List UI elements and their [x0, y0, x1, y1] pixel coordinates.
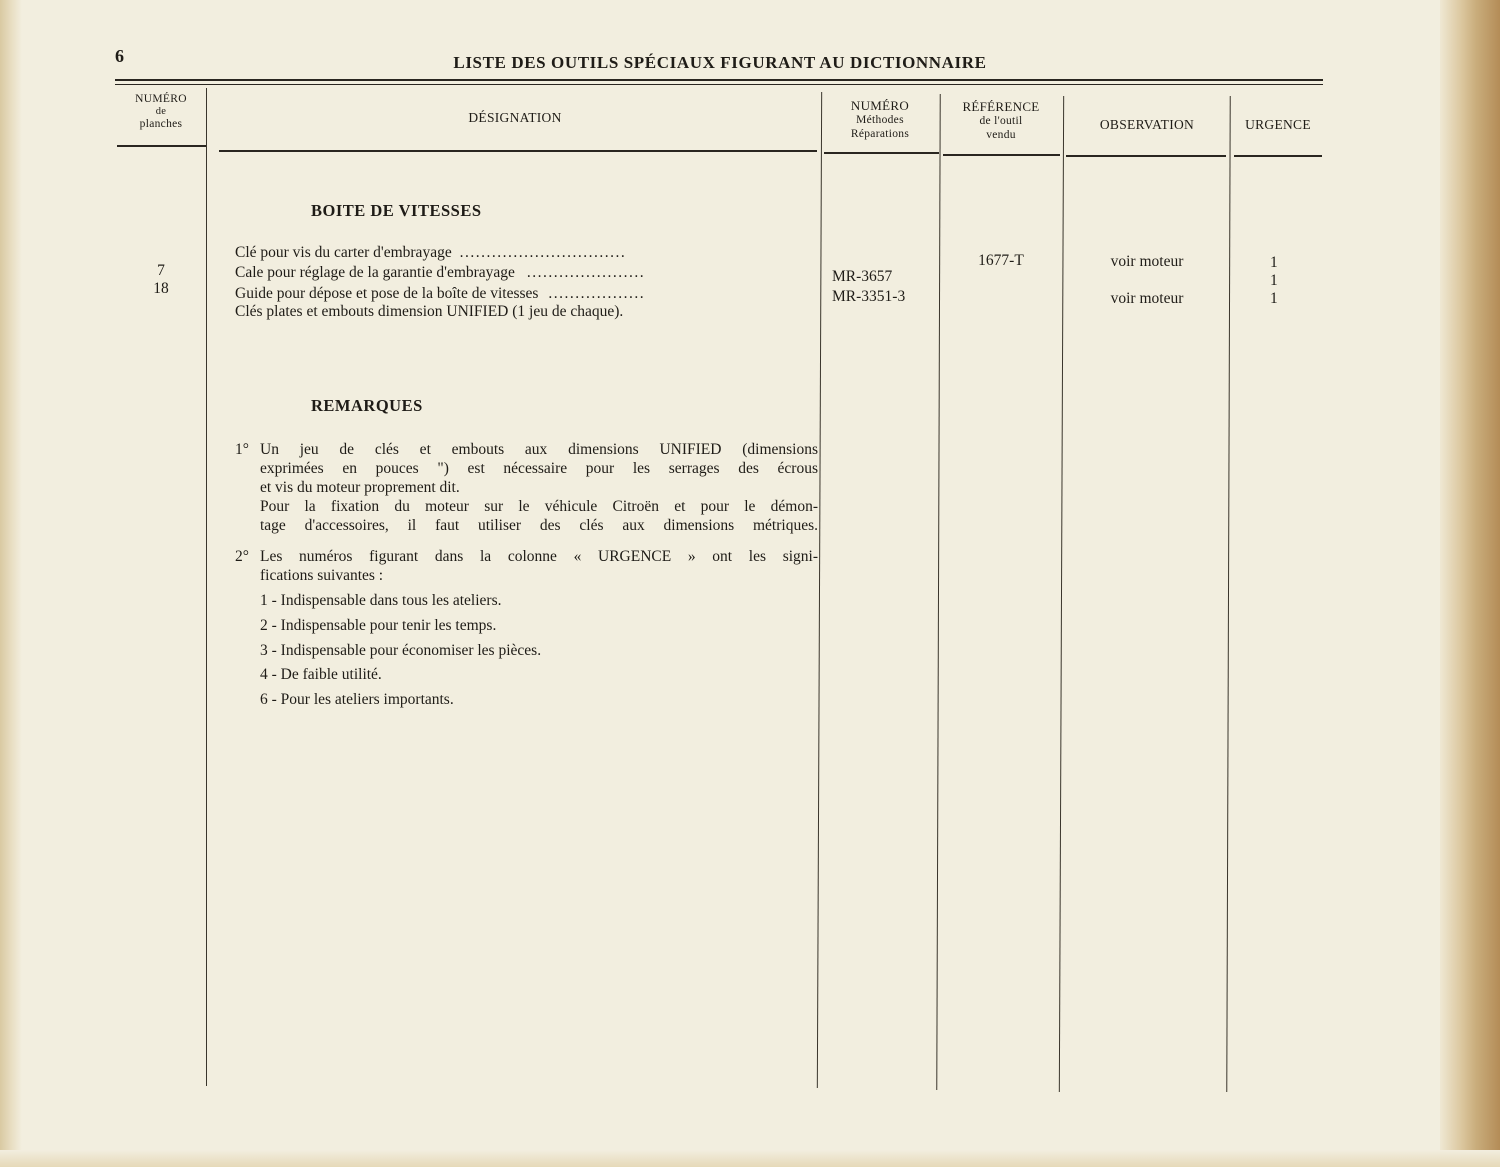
col-header-planches: [115, 92, 207, 131]
observation-row1: voir moteur: [1110, 253, 1184, 270]
col-header-methodes-line1: NUMÉRO: [850, 98, 910, 113]
remark-1-line2: exprimées en pouces ") est nécessaire pour les serrages des écrous: [260, 460, 818, 477]
col-header-planches-line3: planches: [139, 118, 183, 130]
underline-designation: [219, 150, 817, 152]
urgence-row1: 1: [1270, 254, 1278, 271]
col-header-reference-line2: de l'outil: [979, 115, 1023, 127]
remarks-title: REMARQUES: [311, 396, 423, 415]
methode-row3: MR-3351-3: [832, 288, 906, 305]
page-title: LISTE DES OUTILS SPÉCIAUX FIGURANT AU DICTIONNAIRE: [453, 53, 987, 72]
col-header-methodes-line3: Réparations: [850, 128, 910, 140]
urgence-level-3: 3 - Indispensable pour économiser les pièces.: [260, 642, 542, 659]
planche-number-row3: 18: [153, 280, 169, 297]
remark-1-line1: Un jeu de clés et embouts aux dimensions UNIFIED (dimensions: [260, 441, 818, 458]
urgence-level-4: 4 - De faible utilité.: [260, 666, 382, 683]
column-divider-3: [936, 94, 940, 1090]
page-left-edge: [0, 0, 22, 1167]
column-divider-5: [1226, 96, 1230, 1092]
remark-2-marker: 2°: [235, 548, 249, 565]
col-header-reference-line1: RÉFÉRENCE: [962, 99, 1040, 114]
header-rule-thick: [115, 79, 1323, 81]
remark-1-line5: tage d'accessoires, il faut utiliser des clés aux dimensions métriques.: [260, 517, 818, 534]
column-divider-4: [1059, 96, 1064, 1092]
page-bottom-edge: [0, 1150, 1500, 1167]
page-number: 6: [115, 46, 124, 66]
page-right-edge: [1440, 0, 1500, 1167]
column-divider-2: [817, 92, 822, 1088]
col-header-planches-line1: NUMÉRO: [135, 93, 187, 105]
designation-row2-leader: ......................: [526, 264, 646, 281]
underline-reference: [943, 154, 1060, 156]
remark-1-marker: 1°: [235, 441, 249, 458]
remark-2-line2: fications suivantes :: [260, 567, 384, 584]
underline-planches: [117, 145, 206, 147]
col-header-urgence: URGENCE: [1245, 117, 1311, 132]
column-divider-1: [206, 88, 207, 1086]
remark-2-line1: Les numéros figurant dans la colonne « URGENCE » ont les signi-: [260, 548, 818, 565]
designation-row1: [235, 244, 626, 262]
urgence-row3: 1: [1270, 290, 1278, 307]
col-header-reference: [940, 100, 1062, 142]
underline-methodes: [824, 152, 939, 154]
col-header-methodes-line2: Méthodes: [856, 114, 904, 126]
observation-row3: voir moteur: [1110, 290, 1184, 307]
methode-row2: MR-3657: [832, 268, 893, 285]
col-header-designation: DÉSIGNATION: [468, 110, 562, 125]
urgence-level-6: 6 - Pour les ateliers importants.: [260, 691, 454, 708]
underline-urgence: [1234, 155, 1322, 157]
urgence-level-1: 1 - Indispensable dans tous les ateliers.: [260, 592, 502, 609]
designation-row3-text: Guide pour dépose et pose de la boîte de vitesses: [235, 285, 539, 302]
col-header-planches-line2: de: [155, 106, 167, 117]
designation-row2-text: Cale pour réglage de la garantie d'embrayage: [235, 264, 515, 281]
section-title: BOITE DE VITESSES: [311, 201, 482, 220]
designation-row3-leader: ..................: [548, 285, 646, 302]
urgence-row2: 1: [1270, 272, 1278, 289]
remark-1-line3: et vis du moteur proprement dit.: [260, 479, 460, 496]
designation-row3: [235, 285, 645, 303]
reference-row1: 1677-T: [978, 252, 1024, 269]
col-header-observation: OBSERVATION: [1099, 117, 1195, 132]
designation-row1-text: Clé pour vis du carter d'embrayage: [235, 244, 452, 261]
underline-observation: [1066, 155, 1226, 157]
designation-row1-leader: ...............................: [459, 244, 627, 261]
col-header-reference-line3: vendu: [986, 129, 1016, 141]
remark-1-line4: Pour la fixation du moteur sur le véhicule Citroën et pour le démon-: [260, 498, 818, 515]
planche-number-row2: 7: [157, 262, 165, 279]
urgence-level-2: 2 - Indispensable pour tenir les temps.: [260, 617, 497, 634]
col-header-methodes: [820, 99, 940, 141]
header-rule-thin: [115, 84, 1323, 85]
designation-row2: [235, 264, 645, 282]
designation-row4: Clés plates et embouts dimension UNIFIED (1 jeu de chaque).: [235, 303, 624, 320]
